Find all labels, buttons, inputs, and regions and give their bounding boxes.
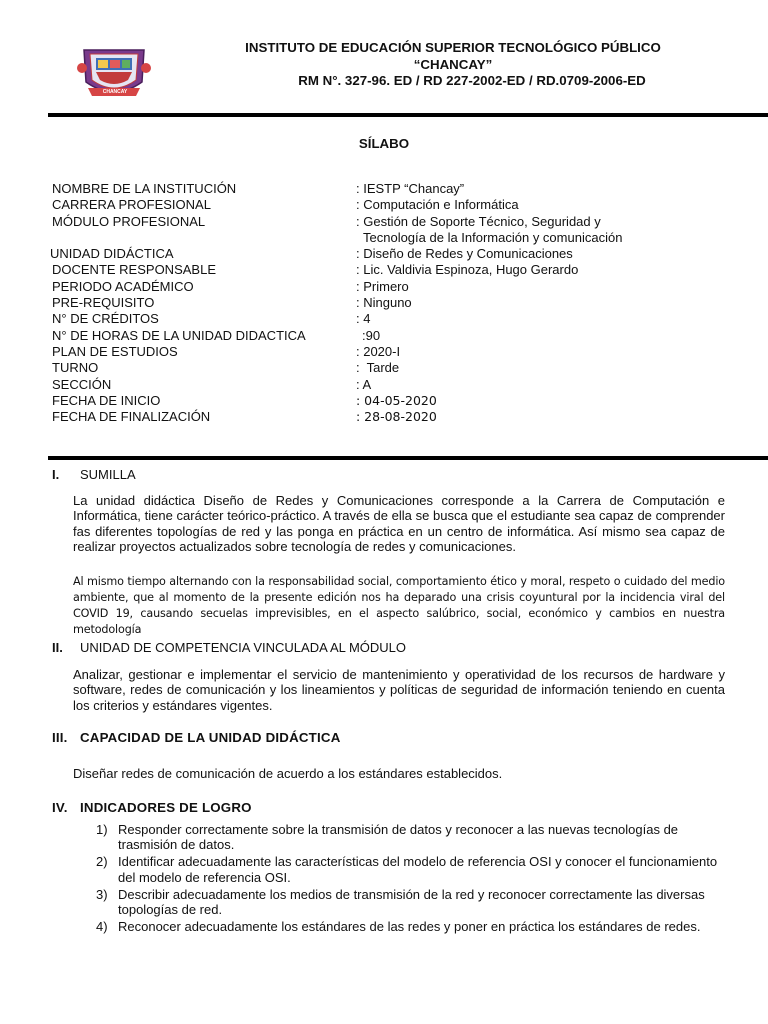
info-row <box>52 328 672 344</box>
info-row <box>52 197 672 213</box>
info-label: FECHA DE INICIO <box>52 392 161 408</box>
info-row <box>52 262 672 278</box>
list-item-number: 4) <box>96 919 108 935</box>
section-heading-indicadores <box>52 800 252 816</box>
institute-logo <box>74 44 154 104</box>
course-info-table <box>52 181 672 425</box>
info-value: : A <box>356 376 372 392</box>
section-heading-capacidad <box>52 730 341 746</box>
list-item <box>96 887 732 917</box>
info-value: : 28-08-2020 <box>356 409 437 425</box>
section-number: III. <box>52 730 68 745</box>
info-row <box>52 393 672 409</box>
list-item-text: Identificar adecuadamente las características del modelo de referencia OSI y conocer el funcionamiento del modelo de referencia OSI. <box>118 854 718 885</box>
info-value: : IESTP “Chancay” <box>356 181 465 196</box>
info-row <box>52 246 672 262</box>
info-value: :90 <box>362 327 381 343</box>
info-label: CARRERA PROFESIONAL <box>52 197 211 213</box>
info-label: MÓDULO PROFESIONAL <box>52 213 206 229</box>
info-row <box>52 377 672 393</box>
info-value-continued: Tecnología de la Información y comunicación <box>363 229 623 245</box>
logo-caption: CHANCAY <box>102 89 128 95</box>
info-label: N° DE HORAS DE LA UNIDAD DIDACTICA <box>52 327 306 343</box>
info-label: NOMBRE DE LA INSTITUCIÓN <box>52 181 237 196</box>
section-number: IV. <box>52 800 68 815</box>
info-row <box>52 409 672 425</box>
info-label: PERIODO ACADÉMICO <box>52 278 194 294</box>
info-divider <box>48 456 768 460</box>
competencia-paragraph: Analizar, gestionar e implementar el servicio de mantenimiento y operatividad de los recursos de hardware y software, redes de comunicación y los lineamientos y políticas de seguridad de información teniendo en cuenta los criterios y estándares vigentes. <box>73 667 725 713</box>
info-label: FECHA DE FINALIZACIÓN <box>52 409 211 425</box>
info-value: : Primero <box>356 278 409 294</box>
list-item <box>96 854 732 884</box>
info-value: : Computación e Informática <box>356 197 519 213</box>
indicadores-list <box>96 822 732 936</box>
institute-name: INSTITUTO DE EDUCACIÓN SUPERIOR TECNOLÓGICO PÚBLICO <box>245 40 661 55</box>
section-title: INDICADORES DE LOGRO <box>80 800 252 815</box>
list-item <box>96 822 732 852</box>
info-value: : Lic. Valdivia Espinoza, Hugo Gerardo <box>356 262 579 278</box>
list-item-number: 3) <box>96 886 108 902</box>
list-item <box>96 919 732 934</box>
info-label: DOCENTE RESPONSABLE <box>52 262 216 278</box>
info-value: : 2020-I <box>356 343 401 359</box>
section-title: CAPACIDAD DE LA UNIDAD DIDÁCTICA <box>80 730 341 745</box>
info-label: PRE-REQUISITO <box>52 295 155 311</box>
list-item-text: Reconocer adecuadamente los estándares de las redes y poner en práctica los estándares de redes. <box>118 919 701 935</box>
sumilla-paragraph-2: Al mismo tiempo alternando con la responsabilidad social, comportamiento ético y moral, respeto o cuidado del medio ambiente, que al momento de la presente edición nos ha deparado una crisis coyuntural por la incidencia viral del COVID 19, causando secuelas imprevisibles, en el aspecto salúbrico, social, económico y cambios en nuestra metodología <box>73 575 725 636</box>
info-value: : Diseño de Redes y Comunicaciones <box>356 246 573 262</box>
info-label: TURNO <box>52 360 99 376</box>
info-value: : Ninguno <box>356 295 412 311</box>
section-title: SUMILLA <box>80 467 136 482</box>
list-item-text: Responder correctamente sobre la transmisión de datos y reconocer a las nuevas tecnologías de trasmisión de datos. <box>118 822 679 853</box>
info-row <box>52 360 672 376</box>
list-item-number: 2) <box>96 854 108 870</box>
section-number: II. <box>52 640 63 655</box>
sumilla-paragraph-1: La unidad didáctica Diseño de Redes y Comunicaciones corresponde a la Carrera de Computación e Informática, tiene carácter teórico-práctico. A través de ella se busca que el estudiante sea capaz de comprender fas diferentes topologías de red y las ponga en práctica en un centro de informática. Así mismo sea capaz de realizar proyectos actualizados sobre tecnología de redes y comunicaciones. <box>73 493 725 555</box>
institute-header <box>218 40 688 90</box>
info-label: SECCIÓN <box>52 376 112 392</box>
header-divider <box>48 113 768 117</box>
section-number: I. <box>52 467 60 482</box>
info-label: PLAN DE ESTUDIOS <box>52 343 178 359</box>
info-value: : 4 <box>356 311 371 327</box>
section-heading-sumilla <box>52 467 136 483</box>
info-value: : Tarde <box>356 360 400 376</box>
info-value-multiline <box>356 214 672 247</box>
list-item-number: 1) <box>96 822 108 837</box>
info-row <box>52 279 672 295</box>
info-row <box>52 214 672 247</box>
info-row <box>52 344 672 360</box>
resolution-line: RM N°. 327-96. ED / RD 227-2002-ED / RD.0709-2006-ED <box>298 73 646 88</box>
info-value: : 04-05-2020 <box>356 392 437 408</box>
list-item-text: Describir adecuadamente los medios de transmisión de la red y reconocer correctamente las diversas topologías de red. <box>118 886 705 918</box>
institute-short-name: “CHANCAY” <box>413 56 493 72</box>
info-row <box>52 295 672 311</box>
info-label: UNIDAD DIDÁCTICA <box>50 246 174 262</box>
info-value: : Gestión de Soporte Técnico, Seguridad y <box>356 213 601 229</box>
document-title: SÍLABO <box>358 136 410 151</box>
section-heading-competencia <box>52 640 406 656</box>
capacidad-paragraph: Diseñar redes de comunicación de acuerdo a los estándares establecidos. <box>73 766 503 781</box>
info-row <box>52 311 672 327</box>
info-row <box>52 181 672 197</box>
info-label: N° DE CRÉDITOS <box>52 311 159 327</box>
section-title: UNIDAD DE COMPETENCIA VINCULADA AL MÓDULO <box>80 640 407 655</box>
